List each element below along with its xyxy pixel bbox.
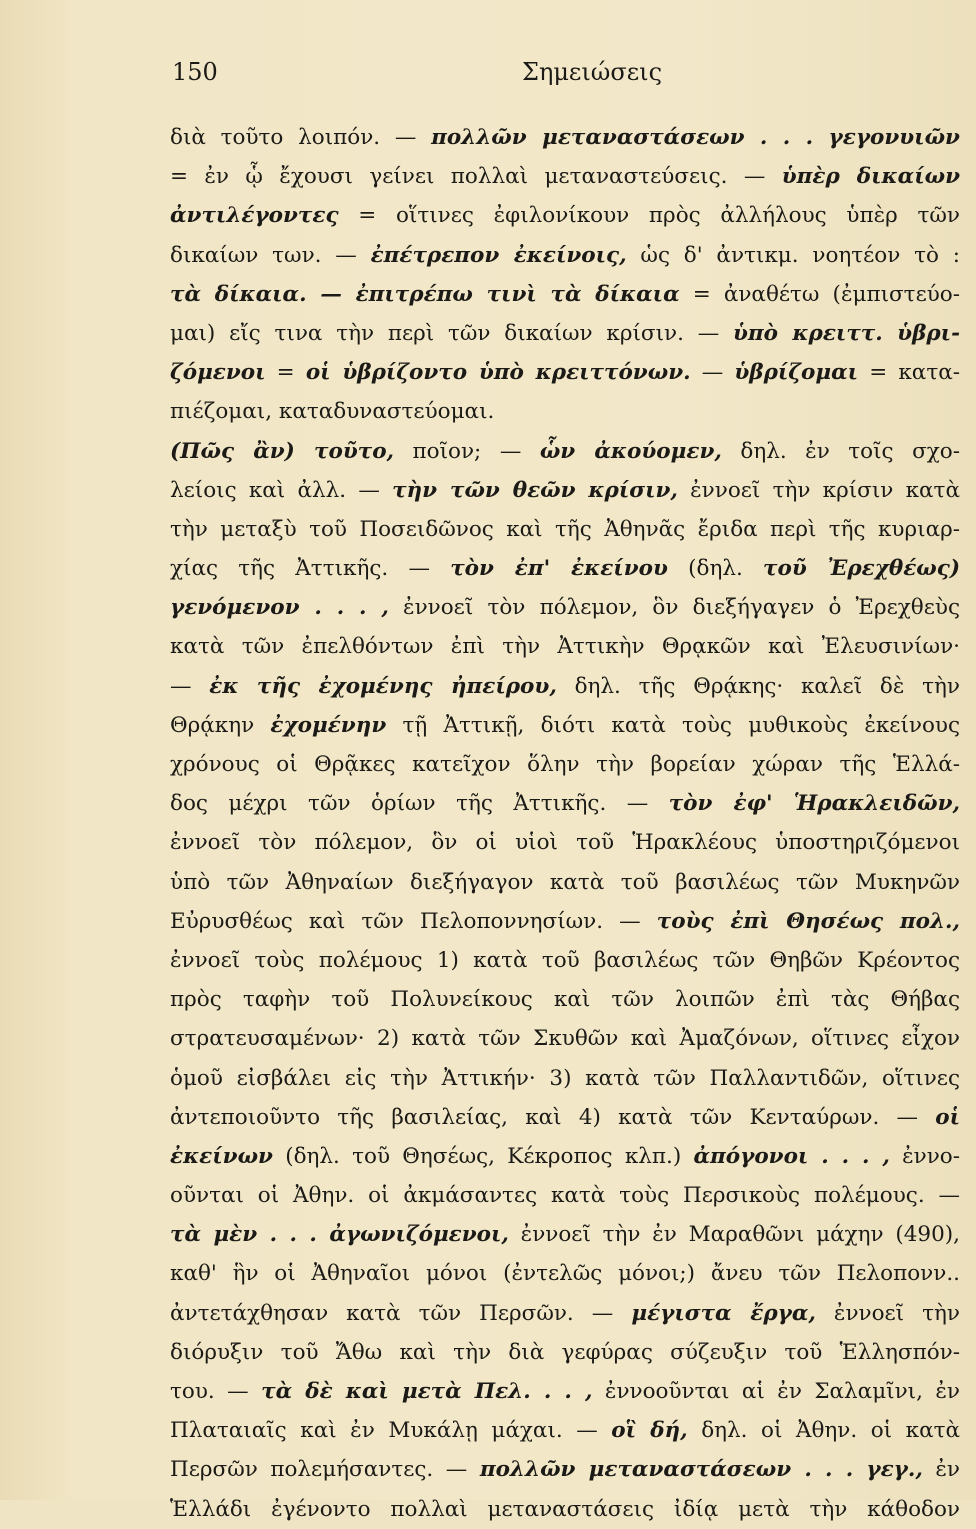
plain-text: Θρᾴκην xyxy=(170,712,271,738)
plain-text: δικαίων των. — xyxy=(170,242,371,268)
running-title: Σημειώσεις xyxy=(521,58,663,86)
plain-text: = xyxy=(265,360,306,386)
lemma-text: οἱ ὑβρίζοντο ὑπὸ κρειττόνων. xyxy=(305,360,691,386)
plain-text: λείοις καὶ ἀλλ. — xyxy=(170,477,393,503)
plain-text: χρόνους οἱ Θρᾷκες κατεῖχον ὅλην τὴν βορείαν χώραν τῆς Ἑλλά- xyxy=(170,752,960,777)
text-line xyxy=(170,1176,960,1215)
text-line xyxy=(170,588,960,627)
lemma-text: πολλῶν μεταναστάσεων . . . γεγ., xyxy=(479,1457,923,1483)
plain-text: στρατευσαμένων· 2) κατὰ τῶν Σκυθῶν καὶ Ἀμαζόνων, οἵτινες εἶχον xyxy=(170,1026,960,1052)
plain-text: διόρυξιν τοῦ Ἄθω καὶ τὴν διὰ γεφύρας σύζευξιν τοῦ Ἑλλησπόν- xyxy=(170,1339,960,1365)
lemma-text: οἳ δή, xyxy=(611,1418,688,1444)
lemma-text: οἱ xyxy=(935,1104,960,1130)
plain-text: ἐννοεῖ τὴν ἐν Μαραθῶνι μάχην (490), xyxy=(508,1222,960,1248)
text-line xyxy=(170,941,960,980)
plain-text: ὡς δ' ἀντικμ. νοητέον τὸ : xyxy=(626,242,960,268)
plain-text: ἀντεποιοῦντο τῆς βασιλείας, καὶ 4) κατὰ τῶν Κενταύρων. — xyxy=(170,1104,936,1130)
lemma-text: ζόμενοι xyxy=(170,360,266,386)
lemma-text: γενόμενον . . . , xyxy=(170,595,389,621)
text-line xyxy=(170,1490,960,1529)
text-line xyxy=(170,1254,960,1293)
text-line xyxy=(170,196,960,235)
page-header xyxy=(172,58,952,92)
text-line xyxy=(170,1098,960,1137)
lemma-text: ἐκείνων xyxy=(170,1143,273,1169)
text-line xyxy=(170,706,960,745)
lemma-text: τὰ δίκαια. — xyxy=(170,281,356,307)
text-line xyxy=(170,314,960,353)
text-line xyxy=(170,157,960,196)
plain-text: Ἑλλάδι ἐγένοντο πολλαὶ μεταναστάσεις ἰδίᾳ μετὰ τὴν κάθοδον xyxy=(170,1496,960,1522)
page-number: 150 xyxy=(172,58,218,86)
lemma-text: πολλῶν μεταναστάσεων . . . γεγονυιῶν xyxy=(431,125,960,150)
lemma-text: τοὺς ἐπὶ Θησέως πολ., xyxy=(656,908,960,934)
text-line xyxy=(170,823,960,862)
text-line xyxy=(170,392,960,431)
plain-text: κατὰ τῶν ἐπελθόντων ἐπὶ τὴν Ἀττικὴν Θρᾳκῶν καὶ Ἐλευσινίων· xyxy=(170,634,960,660)
lemma-text: ὑβρίζομαι xyxy=(734,360,859,386)
lemma-text: ἐκ τῆς ἐχομένης ἠπείρου, xyxy=(209,673,557,699)
text-line xyxy=(170,1333,960,1372)
plain-text: ἀντετάχθησαν κατὰ τῶν Περσῶν. — xyxy=(170,1300,632,1326)
text-line xyxy=(170,432,960,471)
plain-text: δηλ. τῆς Θρᾴκης· καλεῖ δὲ τὴν xyxy=(556,673,960,699)
text-line xyxy=(170,902,960,941)
lemma-text: ὑπὲρ δικαίων xyxy=(781,164,960,190)
lemma-text: ὑπὸ κρειττ. ὑβρι- xyxy=(733,320,960,346)
plain-text: καθ' ἣν οἱ Ἀθηναῖοι μόνοι (ἐντελῶς μόνοι;) ἄνευ τῶν Πελοπονν.. xyxy=(170,1261,960,1287)
text-line xyxy=(170,745,960,784)
text-line xyxy=(170,1019,960,1058)
text-line xyxy=(170,863,960,902)
plain-text: ἐννοεῖ τὸν πόλεμον, ὃν οἱ υἱοὶ τοῦ Ἡρακλέους ὑποστηριζόμενοι xyxy=(170,830,960,856)
plain-text: χίας τῆς Ἀττικῆς. — xyxy=(170,556,451,582)
text-line xyxy=(170,1137,960,1176)
plain-text: δηλ. ἐν τοῖς σχο- xyxy=(721,438,960,464)
lemma-text: ὧν ἀκούομεν, xyxy=(539,438,722,464)
plain-text: ἐν xyxy=(922,1457,960,1483)
plain-text: δηλ. οἱ Ἀθην. οἱ κατὰ xyxy=(687,1418,960,1444)
text-line xyxy=(170,118,960,157)
text-line xyxy=(170,627,960,666)
plain-text: ἐννο- xyxy=(889,1143,960,1169)
plain-text: ὁμοῦ εἰσβάλει εἰς τὴν Ἀττικήν· 3) κατὰ τῶν Παλλαντιδῶν, οἵτινες xyxy=(170,1065,960,1091)
text-line xyxy=(170,1059,960,1098)
lemma-text: ἐχομένην xyxy=(270,712,387,738)
plain-text: τὴν μεταξὺ τοῦ Ποσειδῶνος καὶ τῆς Ἀθηνᾶς ἔριδα περὶ τῆς κυριαρ- xyxy=(170,516,960,542)
plain-text: (δηλ. τοῦ Θησέως, Κέκροπος κλπ.) xyxy=(272,1143,694,1169)
plain-text: ἐννοεῖ τὴν κρίσιν κατὰ xyxy=(677,477,960,503)
plain-text: του. — xyxy=(170,1379,262,1404)
lemma-text: ἐπιτρέπω τινὶ τὰ δίκαια xyxy=(355,281,680,307)
plain-text: — xyxy=(170,673,210,699)
lemma-text: τὸν ἐπ' ἐκείνου xyxy=(450,556,668,582)
text-line xyxy=(170,1215,960,1254)
plain-text: ὑπὸ τῶν Ἀθηναίων διεξήγαγον κατὰ τοῦ βασιλέως τῶν Μυκηνῶν xyxy=(170,869,960,895)
lemma-text: μέγιστα ἔργα, xyxy=(631,1300,816,1326)
lemma-text: τὴν τῶν θεῶν κρίσιν, xyxy=(392,477,678,503)
plain-text: δος μέχρι τῶν ὁρίων τῆς Ἀττικῆς. — xyxy=(170,791,669,817)
lemma-text: τὸν ἐφ' Ἡρακλειδῶν, xyxy=(668,791,960,817)
plain-text: ἐννοεῖ τὸν πόλεμον, ὃν διεξήγαγεν ὁ Ἐρεχθεὺς xyxy=(388,595,960,621)
plain-text: διὰ τοῦτο λοιπόν. — xyxy=(170,125,432,150)
lemma-text: τοῦ Ἐρεχθέως) xyxy=(763,556,960,582)
text-line xyxy=(170,667,960,706)
text-line xyxy=(170,1294,960,1333)
plain-text: ἐννοεῖ τοὺς πολέμους 1) κατὰ τοῦ βασιλέως τῶν Θηβῶν Κρέοντος xyxy=(170,947,960,973)
plain-text: (δηλ. xyxy=(667,556,764,582)
text-line xyxy=(170,236,960,275)
text-line xyxy=(170,1372,960,1411)
lemma-text: τὰ δὲ καὶ μετὰ Πελ. . . , xyxy=(261,1379,593,1404)
plain-text: ποῖον; — xyxy=(394,438,540,464)
plain-text: ἐννοοῦνται αἱ ἐν Σαλαμῖνι, ἐν xyxy=(592,1379,960,1404)
plain-text: Πλαταιαῖς καὶ ἐν Μυκάλῃ μάχαι. — xyxy=(170,1418,612,1444)
lemma-text: τὰ μὲν . . . ἀγωνιζόμενοι, xyxy=(170,1222,509,1248)
lemma-text: (Πῶς ἂν) τοῦτο, xyxy=(170,438,395,464)
lemma-text: ἀντιλέγοντες xyxy=(170,203,339,229)
plain-text: Εὐρυσθέως καὶ τῶν Πελοποννησίων. — xyxy=(170,908,657,934)
plain-text: τῇ Ἀττικῇ, διότι κατὰ τοὺς μυθικοὺς ἐκείνους xyxy=(386,712,960,738)
text-line xyxy=(170,353,960,392)
plain-text: πρὸς ταφὴν τοῦ Πολυνείκους καὶ τῶν λοιπῶν ἐπὶ τὰς Θήβας xyxy=(170,987,960,1013)
plain-text: μαι) εἴς τινα τὴν περὶ τῶν δικαίων κρίσιν. — xyxy=(170,320,733,346)
notes-text-block xyxy=(170,118,960,1529)
plain-text: = κατα- xyxy=(858,360,960,386)
lemma-text: ἐπέτρεπον ἐκείνοις, xyxy=(370,242,627,268)
text-line xyxy=(170,510,960,549)
plain-text: οῦνται οἱ Ἀθην. οἱ ἀκμάσαντες κατὰ τοὺς Περσικοὺς πολέμους. — xyxy=(170,1183,960,1209)
lemma-text: ἀπόγονοι . . . , xyxy=(693,1143,890,1169)
text-line xyxy=(170,980,960,1019)
text-line xyxy=(170,1411,960,1450)
text-line xyxy=(170,275,960,314)
plain-text: ἐννοεῖ τὴν xyxy=(815,1300,960,1326)
text-line xyxy=(170,1450,960,1489)
text-line xyxy=(170,784,960,823)
plain-text: Περσῶν πολεμήσαντες. — xyxy=(170,1457,480,1483)
text-line xyxy=(170,549,960,588)
plain-text: = ἐν ᾧ ἔχουσι γείνει πολλαὶ μεταναστεύσεις. — xyxy=(170,164,782,190)
plain-text: = οἵτινες ἐφιλονίκουν πρὸς ἀλλήλους ὑπὲρ τῶν xyxy=(338,203,960,229)
text-line xyxy=(170,471,960,510)
plain-text: — xyxy=(690,360,735,386)
plain-text: πιέζομαι, καταδυναστεύομαι. xyxy=(170,399,495,425)
plain-text: = ἀναθέτω (ἐμπιστεύο- xyxy=(679,281,960,307)
